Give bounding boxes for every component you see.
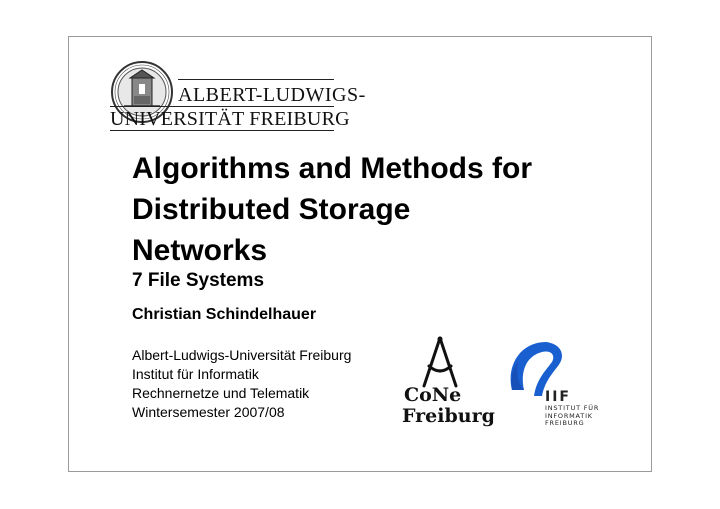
university-name-line2: UNIVERSITÄT FREIBURG bbox=[110, 108, 350, 130]
affiliation-line-2: Institut für Informatik bbox=[132, 366, 259, 382]
iif-logo-icon bbox=[506, 340, 568, 396]
title-line-3: Networks bbox=[132, 234, 268, 267]
iif-sub-line-1: INSTITUT FÜR bbox=[545, 404, 600, 412]
cone-logo-line1: CoNe bbox=[404, 384, 462, 406]
title-line-2: Distributed Storage bbox=[132, 193, 411, 226]
affiliation-line-1: Albert-Ludwigs-Universität Freiburg bbox=[132, 347, 352, 363]
university-name-line1: ALBERT-LUDWIGS- bbox=[178, 84, 366, 106]
slide-subtitle: 7 File Systems bbox=[132, 270, 265, 291]
affiliation-line-4: Wintersemester 2007/08 bbox=[132, 404, 285, 420]
iif-logo-word: IIF bbox=[545, 389, 571, 405]
iif-sub-line-3: FREIBURG bbox=[545, 419, 585, 427]
affiliation-block bbox=[132, 346, 351, 422]
cone-antenna-icon bbox=[416, 336, 464, 388]
iif-sub-line-2: INFORMATIK bbox=[545, 411, 593, 420]
university-rule-middle bbox=[110, 106, 334, 107]
slide-title bbox=[132, 148, 592, 271]
affiliation-line-3: Rechnernetze und Telematik bbox=[132, 385, 310, 401]
title-line-1: Algorithms and Methods for bbox=[132, 152, 532, 185]
author-name: Christian Schindelhauer bbox=[132, 306, 317, 323]
iif-logo-subtitle bbox=[545, 405, 599, 428]
cone-freiburg-logo bbox=[402, 385, 502, 427]
cone-logo-line2: Freiburg bbox=[402, 405, 495, 427]
university-rule-bottom bbox=[110, 130, 334, 131]
university-rule-top bbox=[178, 79, 334, 80]
